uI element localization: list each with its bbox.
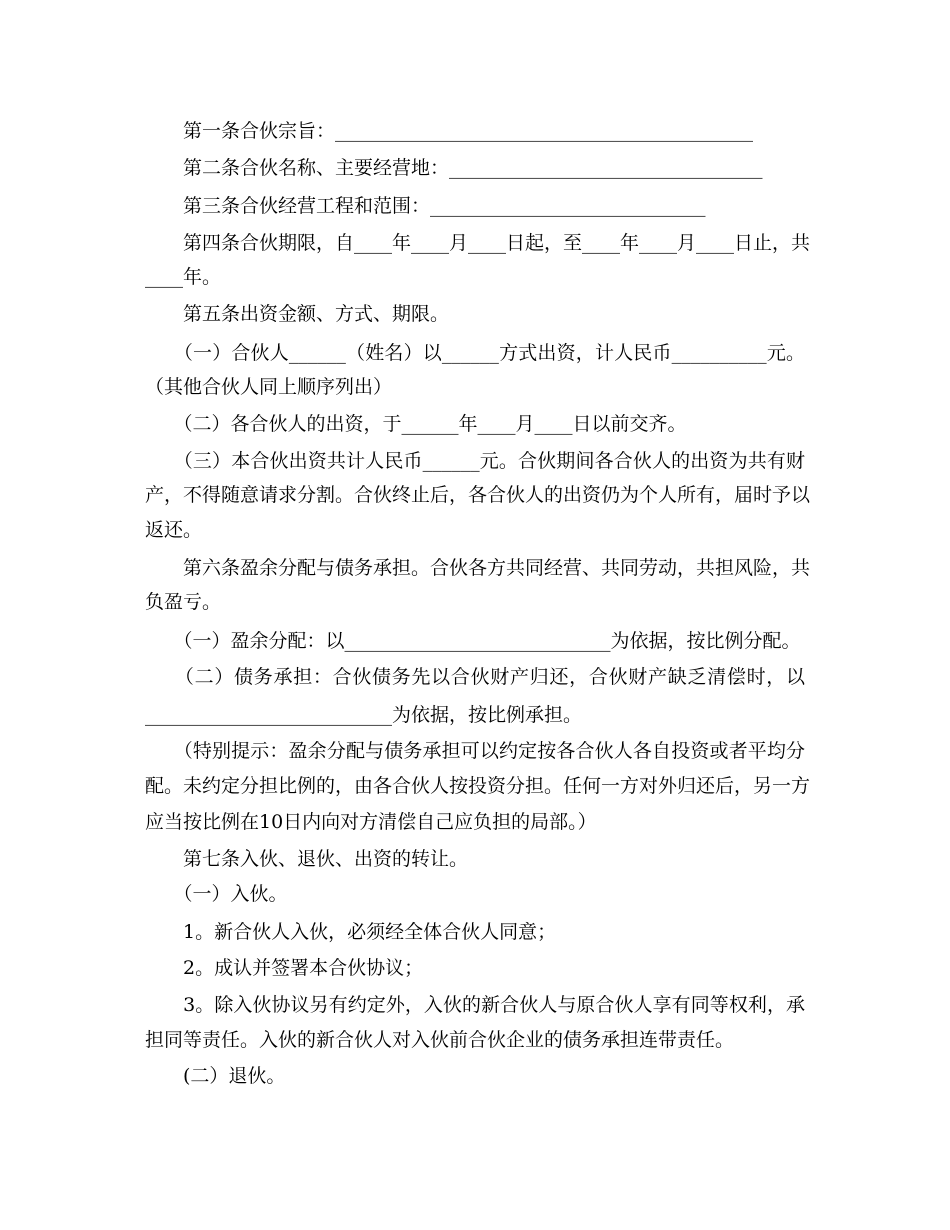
article-5-item-3-line-3: 返还。 bbox=[145, 519, 203, 541]
article-6-heading-line-2: 负盈亏。 bbox=[145, 591, 222, 613]
article-7-item-1-heading: （一）入伙。 bbox=[145, 883, 288, 905]
article-5-item-3-line-2: 产，不得随意请求分割。合伙终止后，各合伙人的出资仍为个人所有，届时予以 bbox=[145, 484, 811, 506]
article-6-item-2-line-2: __________________________为依据，按比例承担。 bbox=[145, 704, 583, 726]
article-7-item-1-point-3-line-1: 3。除入伙协议另有约定外，入伙的新合伙人与原合伙人享有同等权利，承 bbox=[145, 994, 805, 1016]
article-7-heading: 第七条入伙、退伙、出资的转让。 bbox=[145, 848, 469, 870]
article-6-item-1: （一）盈余分配：以____________________________为依据，按比例分配。 bbox=[145, 630, 801, 652]
special-note-line-2: 配。未约定分担比例的，由各合伙人按投资分担。任何一方对外归还后，另一方 bbox=[145, 775, 811, 797]
article-4-term-line-2: ____年。 bbox=[145, 266, 222, 288]
article-7-item-1-point-2: 2。成认并签署本合伙协议； bbox=[145, 957, 424, 979]
article-7-item-1-point-3-line-2: 担同等责任。入伙的新合伙人对入伙前合伙企业的债务承担连带责任。 bbox=[145, 1029, 735, 1051]
article-7-item-1-point-1: 1。新合伙人入伙，必须经全体合伙人同意； bbox=[145, 921, 557, 943]
article-5-item-1-line-1: （一）合伙人______（姓名）以______方式出资，计人民币__________元。 bbox=[145, 342, 805, 364]
article-4-term-line-1: 第四条合伙期限，自____年____月____日起，至____年____月____日止，共 bbox=[145, 232, 811, 254]
article-5-item-2: （二）各合伙人的出资，于______年____月____日以前交齐。 bbox=[145, 413, 687, 435]
article-3-scope: 第三条合伙经营工程和范围：_____________________________ bbox=[145, 195, 706, 217]
article-6-heading-line-1: 第六条盈余分配与债务承担。合伙各方共同经营、共同劳动，共担风险，共 bbox=[145, 557, 811, 579]
article-1-purpose: 第一条合伙宗旨：____________________________________________ bbox=[145, 120, 754, 142]
article-6-item-2-line-1: （二）债务承担：合伙债务先以合伙财产归还，合伙财产缺乏清偿时，以 bbox=[145, 666, 805, 688]
article-7-item-2-heading: (二）退伙。 bbox=[145, 1065, 286, 1087]
article-5-item-3-line-1: （三）本合伙出资共计人民币______元。合伙期间各合伙人的出资为共有财 bbox=[145, 450, 805, 472]
special-note-line-3: 应当按比例在10日内向对方清偿自己应负担的局部。） bbox=[145, 811, 597, 833]
article-2-name-location: 第二条合伙名称、主要经营地：_________________________________ bbox=[145, 157, 763, 179]
special-note-line-1: （特别提示：盈余分配与债务承担可以约定按各合伙人各自投资或者平均分 bbox=[145, 740, 805, 762]
article-5-item-1-line-2: （其他合伙人同上顺序列出） bbox=[145, 376, 393, 398]
article-5-heading: 第五条出资金额、方式、期限。 bbox=[145, 303, 450, 325]
